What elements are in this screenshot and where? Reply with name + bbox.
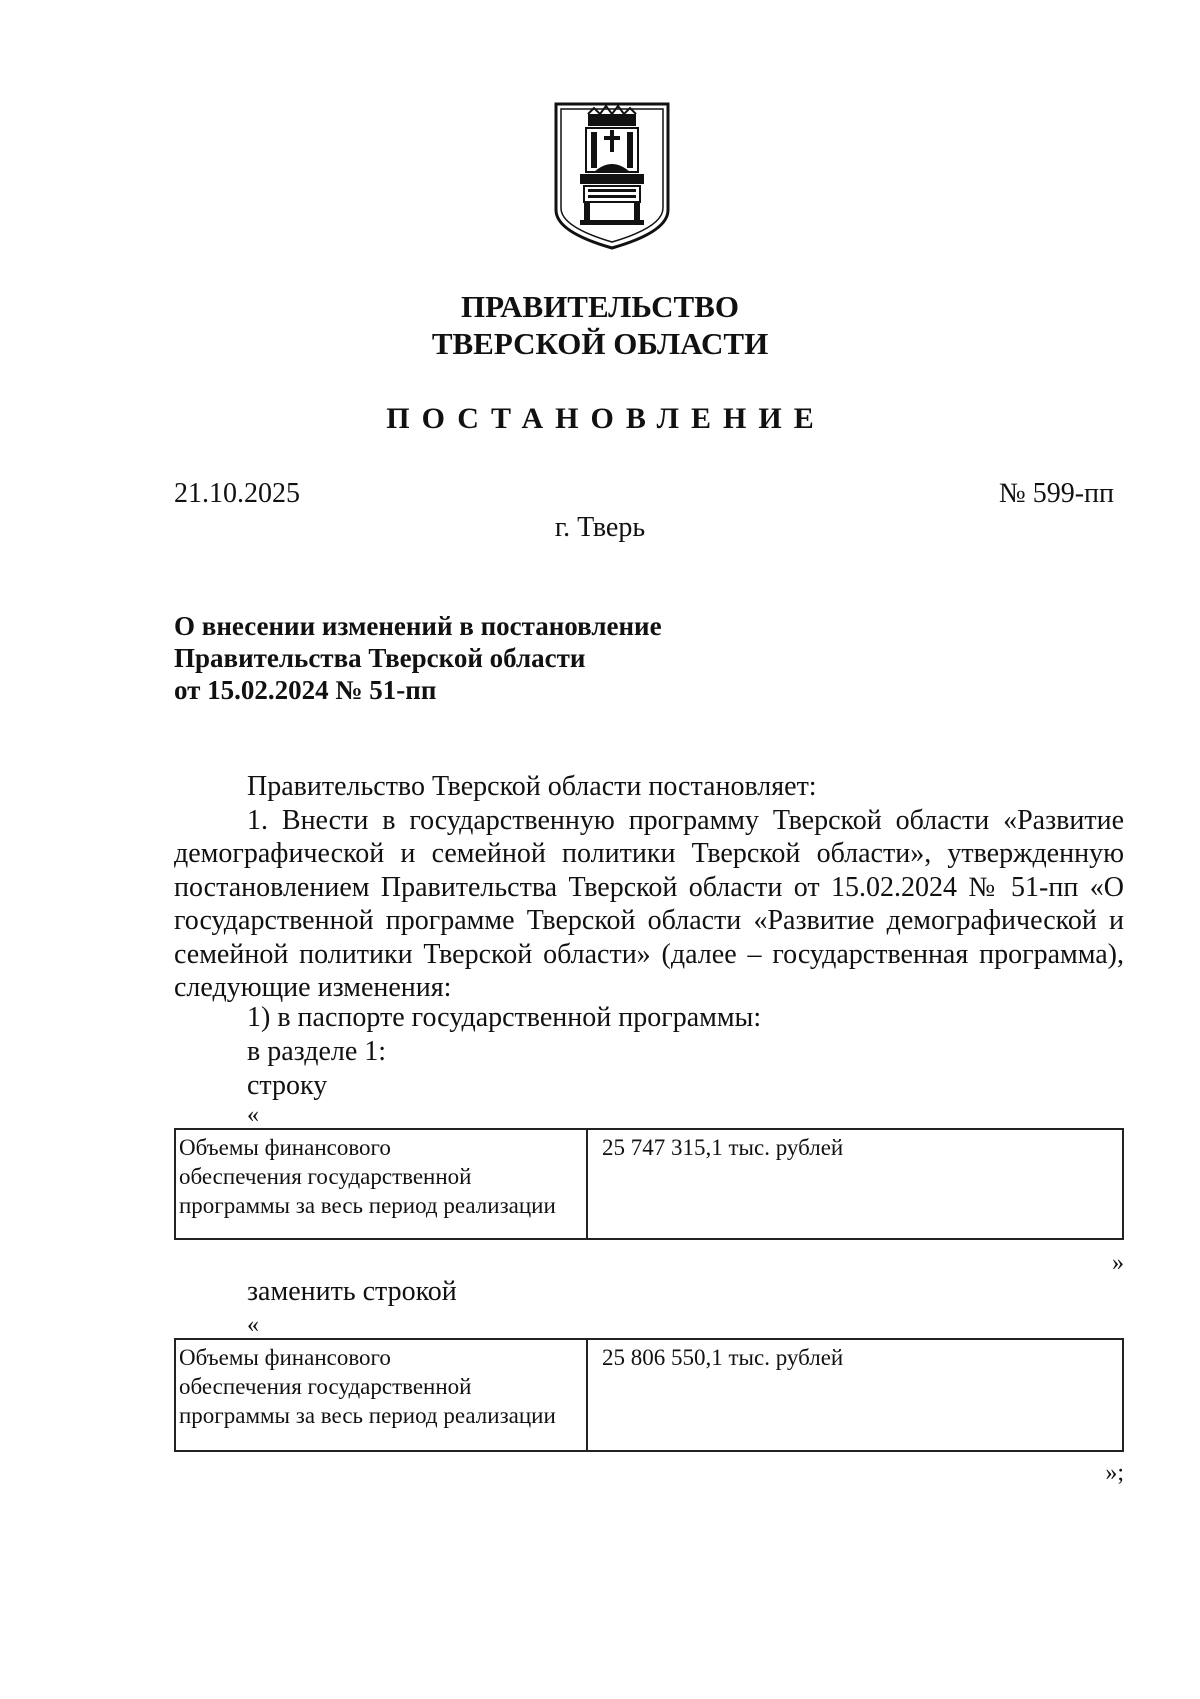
coat-of-arms-icon xyxy=(550,100,674,252)
subject-line3: от 15.02.2024 № 51-пп xyxy=(174,675,437,705)
table-label-cell xyxy=(175,1339,587,1451)
section-reference: в разделе 1: xyxy=(247,1036,387,1067)
quote-open-2: « xyxy=(247,1312,259,1338)
replace-text: заменить строкой xyxy=(247,1276,457,1307)
table-value-cell: 25 806 550,1 тыс. рублей xyxy=(587,1339,1123,1451)
subitem-1: 1) в паспорте государственной программы: xyxy=(247,1002,762,1033)
table-label-cell xyxy=(175,1129,587,1239)
table-row xyxy=(175,1339,1123,1451)
old-row-table xyxy=(174,1128,1124,1240)
document-type: ПОСТАНОВЛЕНИЕ xyxy=(386,402,826,435)
label-line: программы за весь период реализации xyxy=(179,1193,556,1218)
government-title xyxy=(0,288,1200,362)
label-line: Объемы финансового xyxy=(179,1345,391,1370)
new-row-table xyxy=(174,1338,1124,1452)
body-text xyxy=(174,770,1124,1005)
label-line: обеспечения государственной xyxy=(179,1374,472,1399)
row-word: строку xyxy=(247,1070,328,1101)
quote-open-1: « xyxy=(247,1102,259,1128)
subject-line1: О внесении изменений в постановление xyxy=(174,611,662,641)
document-subject xyxy=(174,610,874,706)
label-line: программы за весь период реализации xyxy=(179,1403,556,1428)
quote-close-2: »; xyxy=(1105,1460,1124,1486)
item-1-paragraph: 1. Внести в государственную программу Тверской области «Развитие демографической и семейной политики Тверской области», утвержденную постановлением Правительства Тверской области от 15.02.2024 № 51-пп «О государственной программе Тверской области «Развитие демографической и семейной политики Тверской области» (далее – государственная программа), следующие изменения: xyxy=(174,804,1124,1003)
intro-paragraph: Правительство Тверской области постановляет: xyxy=(247,771,817,802)
label-line: Объемы финансового xyxy=(179,1135,391,1160)
government-title-line2: ТВЕРСКОЙ ОБЛАСТИ xyxy=(431,326,769,361)
government-title-line1: ПРАВИТЕЛЬСТВО xyxy=(461,289,739,324)
quote-close-1: » xyxy=(1112,1250,1124,1276)
table-row xyxy=(175,1129,1123,1239)
label-line: обеспечения государственной xyxy=(179,1164,472,1189)
document-city: г. Тверь xyxy=(554,512,646,543)
subject-line2: Правительства Тверской области xyxy=(174,643,586,673)
table-value-cell: 25 747 315,1 тыс. рублей xyxy=(587,1129,1123,1239)
document-number: № 599-пп xyxy=(998,478,1114,509)
document-date: 21.10.2025 xyxy=(174,478,300,509)
